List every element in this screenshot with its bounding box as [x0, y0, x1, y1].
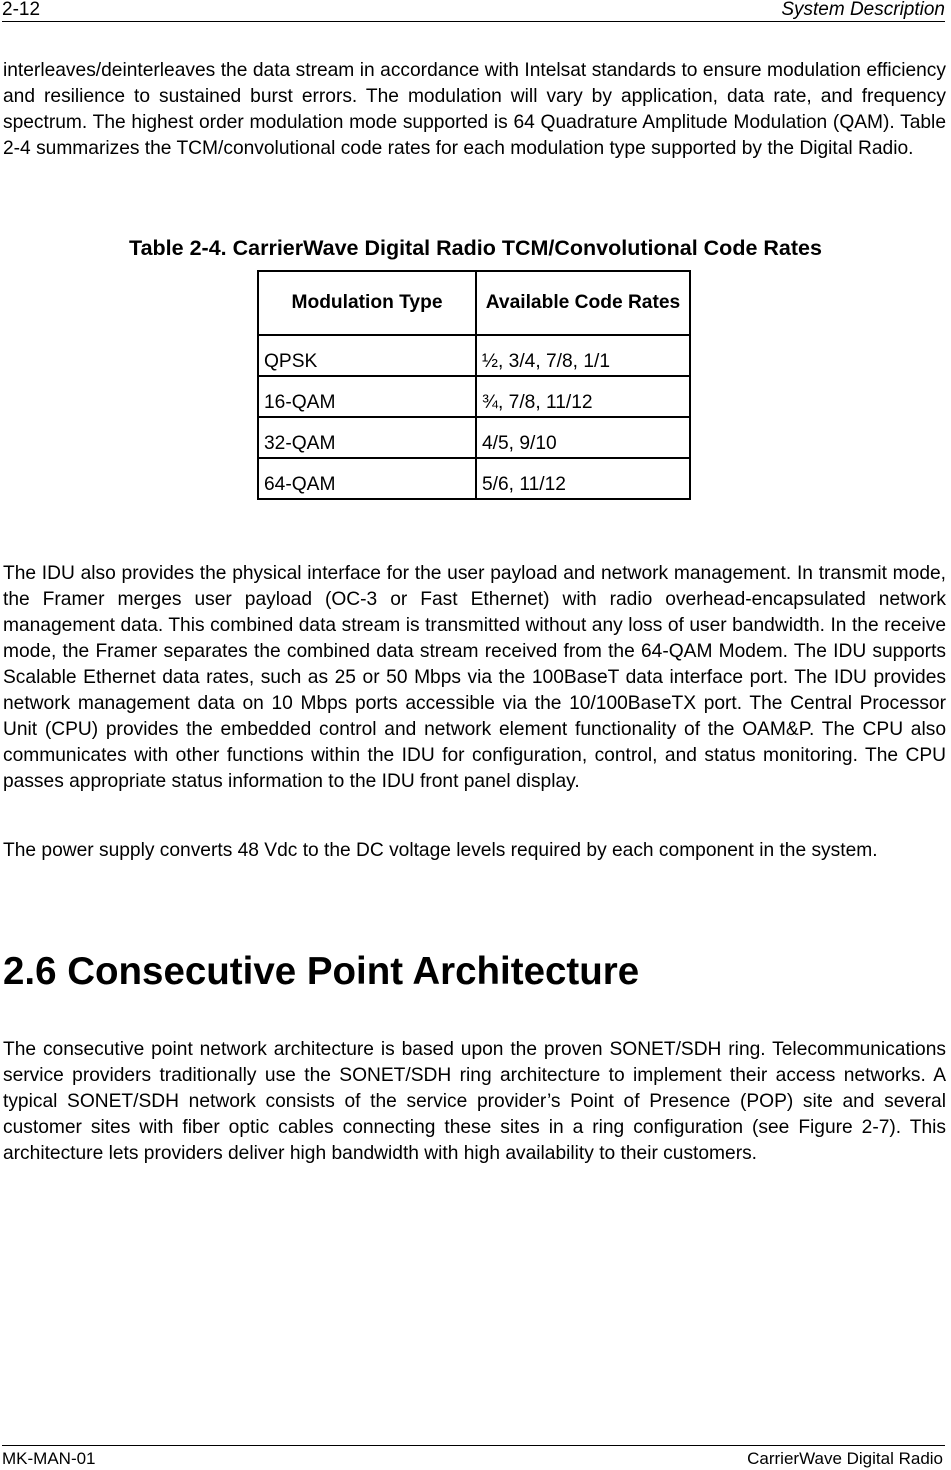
- document-id: MK-MAN-01: [2, 1449, 96, 1468]
- section-title: System Description: [781, 0, 945, 20]
- table-row: [258, 335, 690, 376]
- cell-code-rates: 5/6, 11/12: [476, 458, 690, 499]
- section-heading: 2.6 Consecutive Point Architecture: [3, 950, 640, 993]
- cell-code-rates: ¾, 7/8, 11/12: [476, 376, 690, 417]
- table-row: [258, 376, 690, 417]
- table-row: [258, 417, 690, 458]
- page-header: [2, 0, 945, 22]
- table-title: Table 2-4. CarrierWave Digital Radio TCM/Convolutional Code Rates: [129, 236, 822, 260]
- consecutive-point-paragraph: The consecutive point network architecture is based upon the proven SONET/SDH ring. Telecommunications service providers traditionally use the SONET/SDH ring architecture to implement their access networks. A typical SONET/SDH network consists of the service provider’s Point of Presence (POP) site and several customer sites with fiber optic cables connecting these sites in a ring configuration (see Figure 2-7). This architecture lets providers deliver high bandwidth with high availability to their customers.: [3, 1039, 946, 1164]
- cell-modulation: QPSK: [258, 335, 476, 376]
- code-rates-table: [257, 270, 691, 500]
- cell-modulation: 32-QAM: [258, 417, 476, 458]
- product-name: CarrierWave Digital Radio: [747, 1449, 943, 1468]
- table-row: [258, 458, 690, 499]
- cell-code-rates: ½, 3/4, 7/8, 1/1: [476, 335, 690, 376]
- header-code-rates: Available Code Rates: [476, 271, 690, 335]
- intro-paragraph: interleaves/deinterleaves the data stream in accordance with Intelsat standards to ensure modulation efficiency and resilience to sustained burst errors. The modulation will vary by application, data rate, and frequency spectrum. The highest order modulation mode supported is 64 Quadrature Amplitude Modulation (QAM). Table 2-4 summarizes the TCM/convolutional code rates for each modulation type supported by the Digital Radio.: [3, 60, 946, 159]
- cell-modulation: 16-QAM: [258, 376, 476, 417]
- idu-paragraph: The IDU also provides the physical interface for the user payload and network management. In transmit mode, the Framer merges user payload (OC-3 or Fast Ethernet) with radio overhead-encapsulated network management data. This combined data stream is transmitted without any loss of user bandwidth. In the receive mode, the Framer separates the combined data stream received from the 64-QAM Modem. The IDU supports Scalable Ethernet data rates, such as 25 or 50 Mbps via the 100BaseT data interface port. The IDU provides network management data on 10 Mbps ports accessible via the 10/100BaseTX port. The Central Processor Unit (CPU) provides the embedded control and network element functionality of the OAM&P. The CPU also communicates with other functions within the IDU for configuration, control, and status monitoring. The CPU passes appropriate status information to the IDU front panel display.: [3, 563, 946, 792]
- cell-modulation: 64-QAM: [258, 458, 476, 499]
- header-modulation-type: Modulation Type: [258, 271, 476, 335]
- page-number: 2-12: [2, 0, 41, 20]
- power-paragraph: The power supply converts 48 Vdc to the DC voltage levels required by each component in the system.: [3, 840, 878, 861]
- table-header-row: [258, 271, 690, 335]
- page-footer: [2, 1445, 945, 1470]
- cell-code-rates: 4/5, 9/10: [476, 417, 690, 458]
